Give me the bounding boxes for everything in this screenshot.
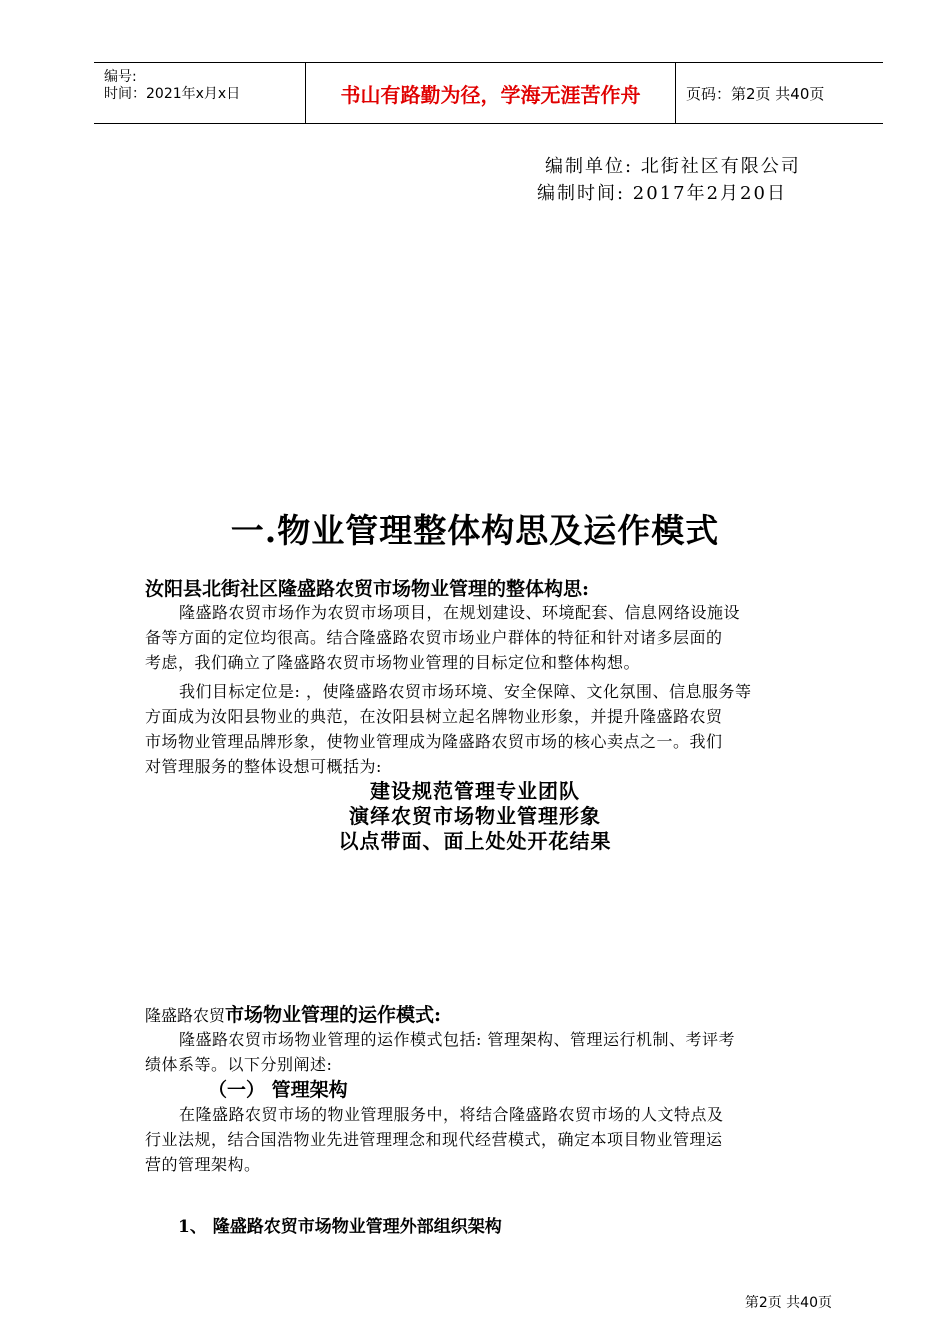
section2-paragraph1: [145, 1027, 835, 1077]
text-line: 对管理服务的整体设想可概括为:: [145, 757, 382, 776]
text-line: 隆盛路农贸市场物业管理的运作模式包括: 管理架构、管理运行机制、考评考: [179, 1030, 735, 1049]
slogan-line-3: 以点带面、面上处处开花结果: [338, 829, 612, 853]
slogan-line-1: 建设规范管理专业团队: [370, 779, 580, 803]
section1-paragraph2: [145, 679, 835, 779]
page-header: [94, 62, 883, 124]
time-text: 时间：2021年x月x日: [104, 86, 241, 102]
document-title: 一.物业管理整体构思及运作模式: [230, 511, 720, 550]
text-line: 备等方面的定位均很高。结合隆盛路农贸市场业户群体的特征和针对诸多层面的: [145, 628, 723, 647]
text-line: 绩体系等。以下分别阐述:: [145, 1055, 333, 1074]
text-line: 方面成为汝阳县物业的典范，在汝阳县树立起名牌物业形象，并提升隆盛路农贸: [145, 707, 723, 726]
slogan-line-2: 演绎农贸市场物业管理形象: [349, 804, 601, 828]
serial-label: 编号:: [104, 69, 137, 85]
text-line: 市场物业管理品牌形象，使物业管理成为隆盛路农贸市场的核心卖点之一。我们: [145, 732, 723, 751]
header-motto: 书山有路勤为径，学海无涯苦作舟: [306, 63, 676, 123]
section2-heading-prefix: 隆盛路农贸: [145, 1006, 226, 1025]
text-line: 行业法规，结合国浩物业先进管理理念和现代经营模式，确定本项目物业管理运: [145, 1130, 723, 1149]
subheading-management-structure: （一） 管理架构: [208, 1079, 348, 1101]
section1-paragraph1: [145, 600, 835, 675]
text-line: 隆盛路农贸市场作为农贸市场项目，在规划建设、环境配套、信息网络设施设: [179, 603, 741, 622]
text-line: 在隆盛路农贸市场的物业管理服务中，将结合隆盛路农贸市场的人文特点及: [179, 1105, 724, 1124]
section1-heading: 汝阳县北街社区隆盛路农贸市场物业管理的整体构思:: [145, 578, 590, 600]
text-line: 营的管理架构。: [145, 1155, 261, 1174]
header-page-number: 页码：第2页 共40页: [686, 84, 825, 103]
section2-heading: [145, 1000, 441, 1027]
text-line: 考虑，我们确立了隆盛路农贸市场物业管理的目标定位和整体构想。: [145, 653, 641, 672]
section2-heading-bold: 市场物业管理的运作模式:: [225, 1004, 442, 1026]
header-info-cell: [94, 63, 306, 123]
text-line: 我们目标定位是: ，使隆盛路农贸市场环境、安全保障、文化氛围、信息服务等: [179, 682, 752, 701]
page-footer: 第2页 共40页: [744, 1295, 832, 1311]
compile-date: 编制时间: 2017年2月20日: [537, 183, 787, 204]
section2-paragraph2: [145, 1102, 835, 1177]
item-1-heading: 1、 隆盛路农贸市场物业管理外部组织架构: [178, 1217, 502, 1237]
compile-unit: 编制单位: 北街社区有限公司: [545, 156, 801, 177]
